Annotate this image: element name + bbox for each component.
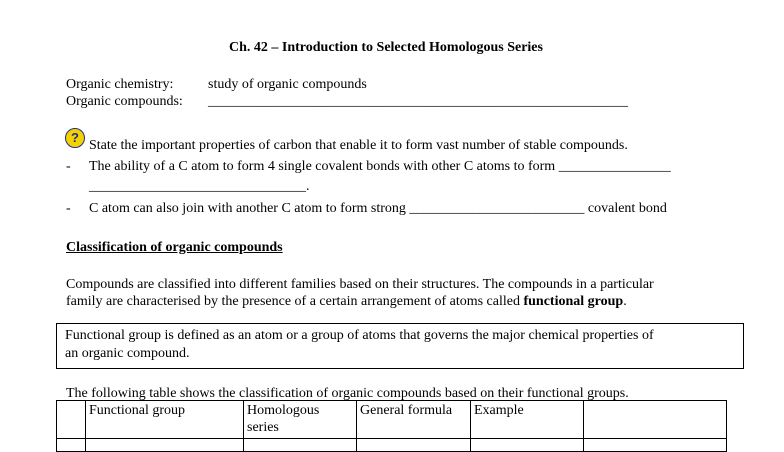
definition-term: Organic chemistry: [66,77,174,92]
table-header-row [57,401,727,439]
definition-value: study of organic compounds [208,77,367,92]
table-cell [357,439,471,452]
section-heading: Classification of organic compounds [66,240,283,255]
table-header-cell: General formula [357,401,471,439]
definition-term: Organic compounds: [66,94,183,109]
paragraph-text: family are characterised by the presence of a certain arrangement of atoms called [66,294,524,309]
table-cell [471,439,584,452]
table-intro: The following table shows the classification of organic compounds based on their functional groups. [66,386,629,401]
table-cell [57,439,86,452]
bullet-dash: - [66,159,71,174]
page-title: Ch. 42 – Introduction to Selected Homologous Series [229,40,543,55]
table-header-cell: Example [471,401,584,439]
bullet-dash: - [66,201,71,216]
question-prompt: State the important properties of carbon that enable it to form vast number of stable compounds. [89,138,628,153]
table-header-cell: Functional group [86,401,244,439]
paragraph-line: Compounds are classified into different families based on their structures. The compounds in a particular [66,277,654,292]
table-cell [584,439,727,452]
table-header-cell [584,401,727,439]
paragraph-line [66,293,627,310]
bullet-text-continued: _______________________________. [89,179,310,194]
table-cell [244,439,357,452]
classification-table [56,400,727,452]
box-line: Functional group is defined as an atom or a group of atoms that governs the major chemical properties of [65,328,654,343]
table-header-cell [57,401,86,439]
question-icon: ? [65,128,85,148]
bullet-text: C atom can also join with another C atom to form strong _________________________ covalent bond [89,201,667,216]
box-line: an organic compound. [65,346,190,361]
definition-blank: ____________________________________________________________ [208,94,628,109]
table-header-cell: Homologous series [244,401,357,439]
paragraph-end: . [623,294,627,309]
bullet-text: The ability of a C atom to form 4 single covalent bonds with other C atoms to form ________________ [89,159,671,174]
table-cell [86,439,244,452]
definition-box [56,323,744,369]
functional-group-term: functional group [523,294,624,309]
table-row [57,439,727,452]
